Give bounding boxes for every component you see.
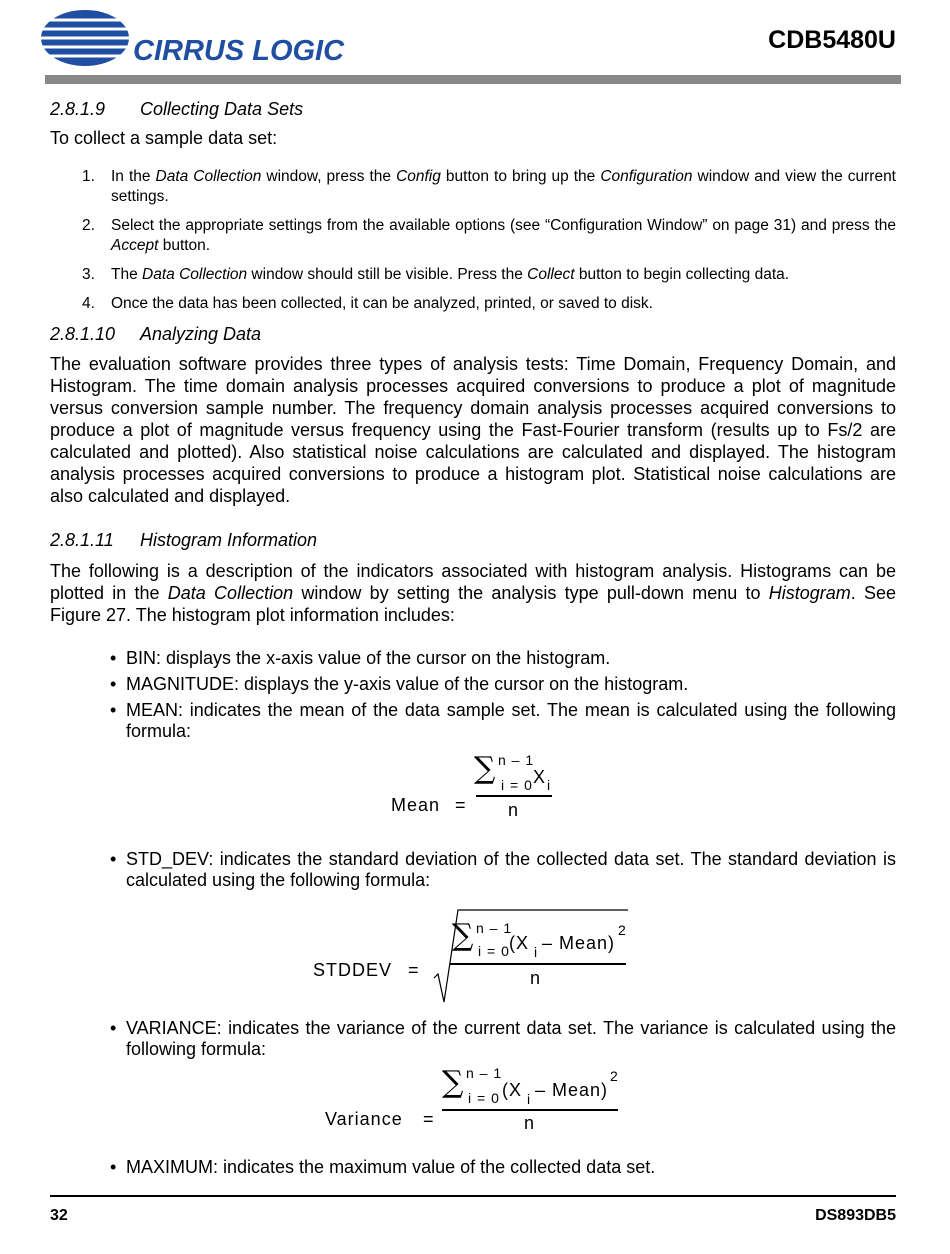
stddev-formula: STDDEV = n – 1 ∑ i = 0 (X i – Mean) 2 n [50,896,896,1018]
list-item [50,167,896,207]
step-number: 2. [82,217,95,234]
cirrus-logic-logo [40,8,360,68]
section-number: 2.8.1.11 [50,530,114,550]
step-number: 3. [82,266,95,283]
section-heading-analyzing [50,321,896,347]
logo-stripes-icon [40,8,360,68]
histogram-info-list-4 [50,1157,896,1178]
footer-doc-number: DS893DB5 [815,1207,896,1224]
fraction-bar [442,1109,618,1111]
analyzing-body: The evaluation software provides three types of analysis tests: Time Domain, Frequency Domain, and Histogram. The time domain analysis processes acquired conversions to produce a plot of magnitude versus conversion sample number. The frequency domain analysis processes acquired conversions to produce a plot of magnitude versus frequency using the Fast-Fourier transform (results up to Fs/2 are calculated and plotted). Also statistical noise calculations are calculated and displayed. The histogram analysis processes acquired conversions to produce a histogram plot. Statistical noise calculations are also calculated and displayed. [50,354,896,506]
formula-lhs: Mean [391,795,441,815]
collect-intro: To collect a sample data set: [50,128,278,148]
section-number: 2.8.1.10 [50,324,116,344]
footer-rule [50,1195,896,1197]
step-number: 1. [82,168,95,185]
formula-lhs: STDDEV [313,960,393,980]
list-item [50,265,896,285]
section-number: 2.8.1.9 [50,99,106,119]
header-rule [45,75,901,84]
formula-lhs: Variance [325,1109,403,1129]
histogram-body: The following is a description of the indicators associated with histogram analysis. Histograms can be plotted in the Data Collection window by setting the analysis type pull-down menu to Histogram. See Figure 27. The histogram plot information includes: [50,561,897,625]
list-item: • STD_DEV: indicates the standard deviation of the collected data set. The standard deviation is calculated using the following formula: [110,849,896,890]
section-title: Analyzing Data [140,324,262,344]
list-item: • VARIANCE: indicates the variance of the current data set. The variance is calculated using the following formula: [110,1018,896,1059]
histogram-info-list [50,648,896,742]
histogram-info-list-3 [50,1018,896,1060]
step-text: Once the data has been collected, it can be analyzed, printed, or saved to disk. [111,295,653,312]
list-item: • MAGNITUDE: displays the y-axis value of the cursor on the histogram. [110,674,896,695]
section-heading-histogram [50,527,896,553]
bullet-std-dev: STD_DEV: indicates the standard deviation of the collected data set. The standard deviation is calculated using the following formula: [126,849,896,890]
sum-symbol: ∑ [442,1065,465,1100]
page-number: 32 [50,1207,68,1224]
sum-symbol: ∑ [452,918,475,953]
document-id: CDB5480U [768,26,896,54]
collect-steps-list [50,167,896,314]
section-title: Histogram Information [140,530,318,550]
bullet-mean: MEAN: indicates the mean of the data sample set. The mean is calculated using the following formula: [126,700,896,741]
list-item [50,294,896,314]
brand-text: CIRRUS LOGIC [133,35,345,67]
step-text: In the Data Collection window, press the Config button to bring up the Configuration window and view the current settings. [111,168,896,205]
fraction-bar [450,963,626,965]
mean-formula: Mean = n – 1 ∑ i = 0 X i n [391,751,552,820]
list-item: • MEAN: indicates the mean of the data sample set. The mean is calculated using the following formula: [110,700,896,741]
section-title: Collecting Data Sets [140,99,304,119]
bullet-variance: VARIANCE: indicates the variance of the current data set. The variance is calculated using the following formula: [126,1018,896,1059]
step-text: Select the appropriate settings from the available options (see “Configuration Window” on page 31) and press the Accept button. [111,217,896,254]
histogram-info-list-2 [50,849,896,891]
page-content [50,96,896,1183]
list-item: • MAXIMUM: indicates the maximum value of the collected data set. [110,1157,896,1178]
bullet-bin: BIN: displays the x-axis value of the cursor on the histogram. [126,648,611,668]
variance-formula: Variance = n – 1 ∑ i = 0 (X i – Mean) 2 n [325,1065,619,1133]
fraction-bar [476,795,552,797]
section-heading-collecting [50,96,896,122]
step-text: The Data Collection window should still be visible. Press the Collect button to begin collecting data. [111,266,790,283]
sum-symbol: ∑ [474,751,497,786]
list-item [50,216,896,256]
list-item: • BIN: displays the x-axis value of the cursor on the histogram. [110,648,896,669]
bullet-magnitude: MAGNITUDE: displays the y-axis value of the cursor on the histogram. [126,674,689,694]
bullet-maximum: MAXIMUM: indicates the maximum value of the collected data set. [126,1157,656,1177]
step-number: 4. [82,295,95,312]
